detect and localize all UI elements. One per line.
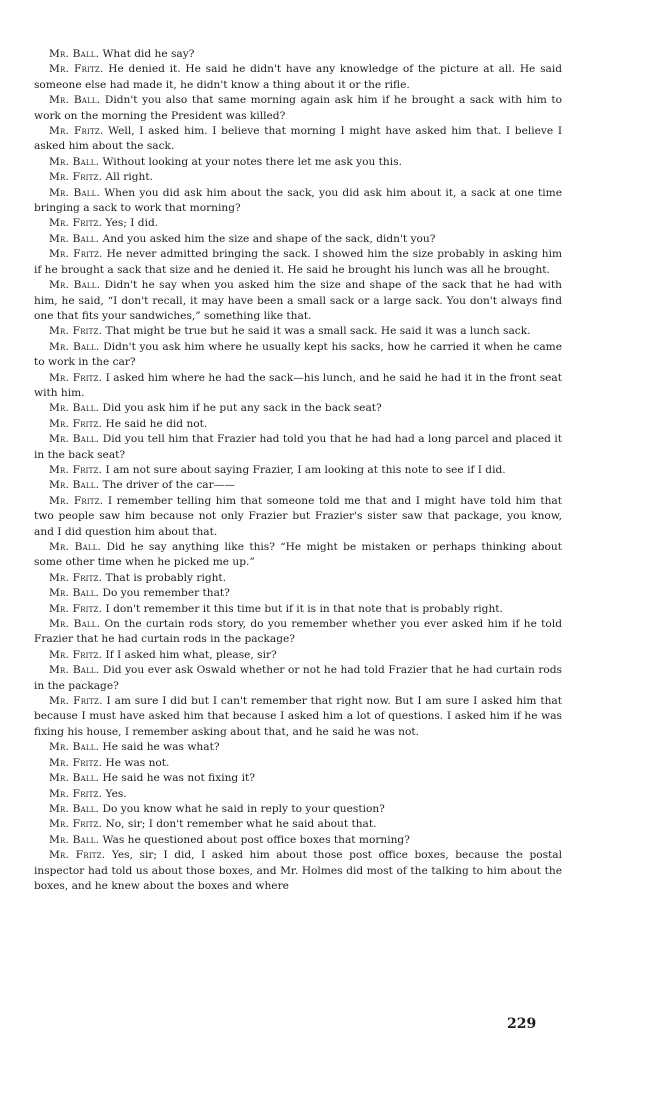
testimony-paragraph <box>34 186 562 217</box>
testimony-paragraph <box>34 232 562 247</box>
testimony-paragraph <box>34 432 562 463</box>
speaker-name: Mr. Fritz. <box>49 787 103 800</box>
spoken-text: I don't remember it this time but if it is in that note that is probably right. <box>105 602 503 615</box>
testimony-text <box>34 47 562 894</box>
speaker-name: Mr. Ball. <box>49 402 100 415</box>
testimony-paragraph <box>34 648 562 663</box>
testimony-paragraph <box>34 586 562 601</box>
speaker-name: Mr. Ball. <box>49 232 100 245</box>
speaker-name: Mr. Fritz. <box>49 171 103 184</box>
speaker-name: Mr. Fritz. <box>49 756 103 769</box>
spoken-text: I am not sure about saying Frazier, I am looking at this note to see if I did. <box>105 463 506 476</box>
spoken-text: Did you ask him if he put any sack in the back seat? <box>102 402 382 415</box>
speaker-name: Mr. Fritz. <box>49 849 106 862</box>
spoken-text: Do you remember that? <box>102 587 230 600</box>
speaker-name: Mr. Fritz. <box>49 371 103 384</box>
spoken-text: He denied it. He said he didn't have any knowledge of the picture at all. He said someone else had made it, he didn't know a thing about it or the rifle. <box>34 63 563 91</box>
testimony-paragraph <box>34 155 562 170</box>
spoken-text: Did you ever ask Oswald whether or not he had told Frazier that he had curtain rods in the package? <box>34 664 562 692</box>
testimony-paragraph <box>34 771 562 786</box>
testimony-paragraph <box>34 848 562 894</box>
testimony-paragraph <box>34 602 562 617</box>
speaker-name: Mr. Ball. <box>49 664 100 677</box>
transcript-page <box>34 47 562 894</box>
spoken-text: What did he say? <box>102 48 195 60</box>
testimony-paragraph <box>34 663 562 694</box>
speaker-name: Mr. Ball. <box>49 186 101 199</box>
testimony-paragraph <box>34 401 562 416</box>
spoken-text: Was he questioned about post office boxes that morning? <box>102 833 410 846</box>
speaker-name: Mr. Ball. <box>49 741 100 754</box>
testimony-paragraph <box>34 417 562 432</box>
speaker-name: Mr. Fritz. <box>49 417 103 430</box>
spoken-text: On the curtain rods story, do you remember whether you ever asked him if he told Frazier that he had curtain rods in the package? <box>34 618 562 646</box>
spoken-text: That is probably right. <box>105 571 227 584</box>
testimony-paragraph <box>34 247 562 278</box>
testimony-paragraph <box>34 47 562 62</box>
testimony-paragraph <box>34 62 562 93</box>
speaker-name: Mr. Fritz. <box>49 494 104 507</box>
speaker-name: Mr. Fritz. <box>49 125 104 138</box>
spoken-text: Did you tell him that Frazier had told you that he had had a long parcel and placed it in the back seat? <box>34 433 562 461</box>
speaker-name: Mr. Ball. <box>49 479 100 492</box>
testimony-paragraph <box>34 170 562 185</box>
testimony-paragraph <box>34 124 562 155</box>
testimony-paragraph <box>34 787 562 802</box>
spoken-text: He said he did not. <box>105 417 208 430</box>
spoken-text: Didn't you also that same morning again ask him if he brought a sack with him to work on the morning the President was killed? <box>34 94 562 122</box>
testimony-paragraph <box>34 817 562 832</box>
testimony-paragraph <box>34 340 562 371</box>
testimony-paragraph <box>34 494 562 540</box>
testimony-paragraph <box>34 324 562 339</box>
speaker-name: Mr. Ball. <box>49 433 100 446</box>
spoken-text: He never admitted bringing the sack. I showed him the size probably in asking him if he brought a sack that size and he denied it. He said he brought his lunch was all he brought. <box>34 248 563 276</box>
speaker-name: Mr. Fritz. <box>49 325 103 338</box>
spoken-text: And you asked him the size and shape of the sack, didn't you? <box>102 232 436 245</box>
speaker-name: Mr. Fritz. <box>49 63 104 76</box>
speaker-name: Mr. Fritz. <box>49 217 103 230</box>
testimony-paragraph <box>34 463 562 478</box>
spoken-text: I am sure I did but I can't remember that right now. But I am sure I asked him that because I must have asked him that because I asked him a lot of questions. I asked him if he was fixing his house, I remember asking about that, and he said he was not. <box>34 695 562 738</box>
speaker-name: Mr. Ball. <box>49 618 101 631</box>
testimony-paragraph <box>34 540 562 571</box>
spoken-text: When you did ask him about the sack, you did ask him about it, a sack at one time bringing a sack to work that morning? <box>34 186 562 215</box>
spoken-text: Didn't he say when you asked him the size and shape of the sack that he had with him, he said, “I don't recall, it may have been a small sack or a large sack. You don't always find one that fits your sandwiches,” something like that. <box>34 279 562 322</box>
spoken-text: Well, I asked him. I believe that morning I might have asked him that. I believe I asked him about the sack. <box>34 125 563 153</box>
spoken-text: Without looking at your notes there let me ask you this. <box>102 155 402 168</box>
speaker-name: Mr. Ball. <box>49 340 100 353</box>
testimony-paragraph <box>34 478 562 493</box>
speaker-name: Mr. Ball. <box>49 279 101 292</box>
spoken-text: If I asked him what, please, sir? <box>105 648 277 661</box>
speaker-name: Mr. Ball. <box>49 48 100 60</box>
spoken-text: I remember telling him that someone told me that and I might have told him that two people saw him because not only Frazier but Frazier's sister saw that package, you know, and I did question him about that. <box>34 494 562 538</box>
speaker-name: Mr. Fritz. <box>49 571 103 584</box>
speaker-name: Mr. Fritz. <box>49 463 103 476</box>
testimony-paragraph <box>34 93 562 124</box>
testimony-paragraph <box>34 216 562 231</box>
spoken-text: I asked him where he had the sack—his lunch, and he said he had it in the front seat with him. <box>34 371 562 399</box>
testimony-paragraph <box>34 833 562 848</box>
spoken-text: Yes; I did. <box>105 217 159 230</box>
spoken-text: He was not. <box>105 756 170 769</box>
testimony-paragraph <box>34 756 562 771</box>
testimony-paragraph <box>34 802 562 817</box>
spoken-text: Did he say anything like this? “He might be mistaken or perhaps thinking about some other time when he picked me up.” <box>34 541 562 569</box>
speaker-name: Mr. Ball. <box>49 94 101 107</box>
spoken-text: That might be true but he said it was a small sack. He said it was a lunch sack. <box>105 325 531 338</box>
testimony-paragraph <box>34 617 562 648</box>
testimony-paragraph <box>34 571 562 586</box>
spoken-text: No, sir; I don't remember what he said about that. <box>105 818 377 831</box>
speaker-name: Mr. Ball. <box>49 541 102 553</box>
spoken-text: All right. <box>105 171 153 184</box>
spoken-text: He said he was not fixing it? <box>102 772 255 785</box>
speaker-name: Mr. Ball. <box>49 802 100 815</box>
spoken-text: The driver of the car—— <box>102 479 235 492</box>
speaker-name: Mr. Fritz. <box>49 248 103 261</box>
testimony-paragraph <box>34 694 562 740</box>
spoken-text: Yes. <box>105 787 127 800</box>
speaker-name: Mr. Fritz. <box>49 648 103 661</box>
speaker-name: Mr. Ball. <box>49 772 100 785</box>
speaker-name: Mr. Fritz. <box>49 818 103 831</box>
testimony-paragraph <box>34 740 562 755</box>
spoken-text: Yes, sir; I did, I asked him about those post office boxes, because the postal inspector had told us about those boxes, and Mr. Holmes did most of the talking to him about the boxes, and he knew about the boxes and where <box>34 849 562 892</box>
speaker-name: Mr. Ball. <box>49 155 100 168</box>
speaker-name: Mr. Ball. <box>49 833 100 846</box>
spoken-text: He said he was what? <box>102 741 220 754</box>
speaker-name: Mr. Fritz. <box>49 695 103 708</box>
testimony-paragraph <box>34 278 562 324</box>
spoken-text: Do you know what he said in reply to your question? <box>102 802 385 815</box>
testimony-paragraph <box>34 371 562 402</box>
speaker-name: Mr. Fritz. <box>49 602 103 615</box>
page-number: 229 <box>507 1016 537 1032</box>
speaker-name: Mr. Ball. <box>49 587 100 600</box>
spoken-text: Didn't you ask him where he usually kept his sacks, how he carried it when he came to work in the car? <box>34 340 562 369</box>
